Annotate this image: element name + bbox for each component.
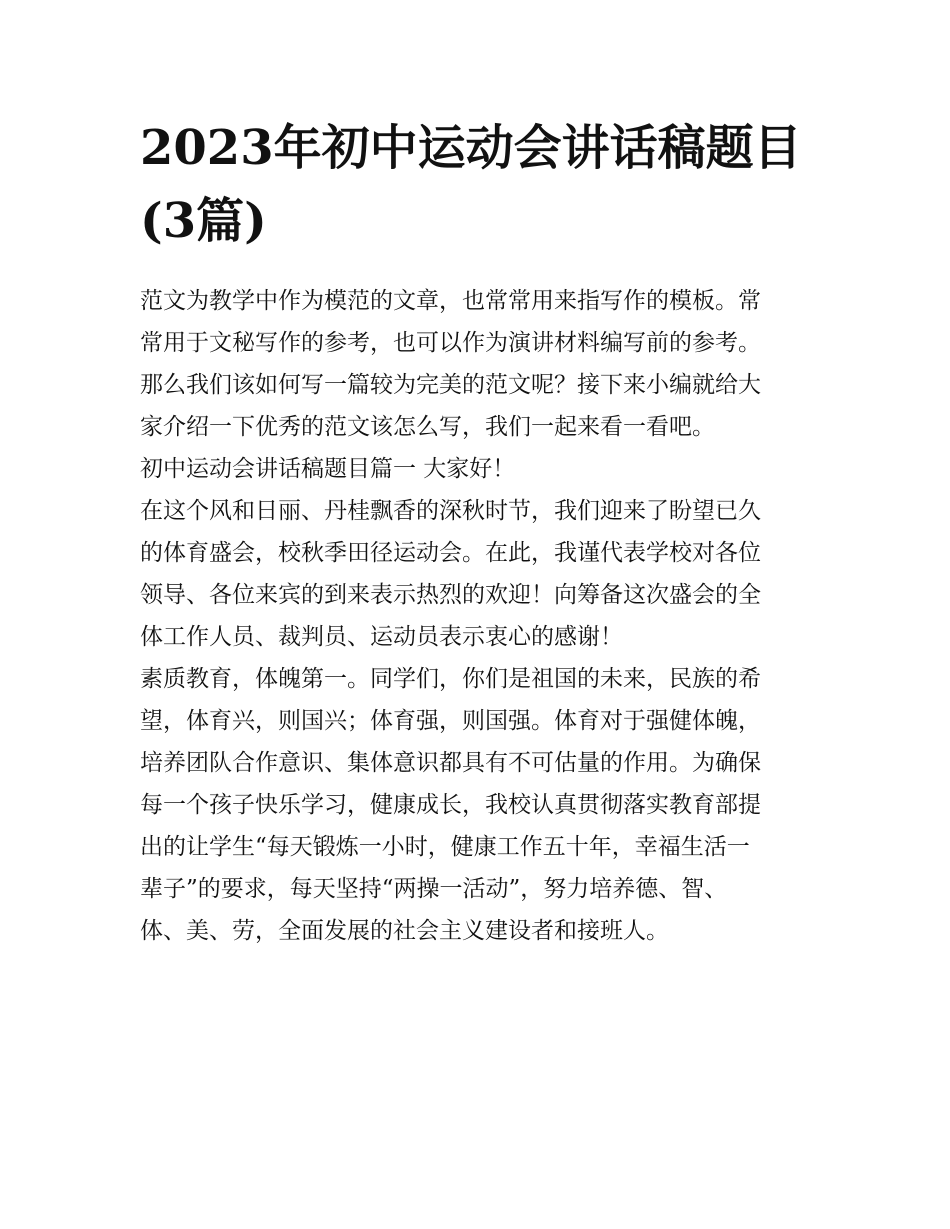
title-line-2: (3篇)	[140, 193, 267, 249]
body-line-14: 出的让学生“每天锻炼一小时，健康工作五十年，幸福生活一	[140, 834, 750, 860]
body-line-15: 辈子”的要求，每天坚持“两操一活动”，努力培养德、智、	[140, 876, 728, 902]
body-line-12: 培养团队合作意识、集体意识都具有不可估量的作用。为确保	[140, 750, 761, 776]
body-line-9: 体工作人员、裁判员、运动员表示衷心的感谢！	[140, 624, 623, 650]
body-line-3: 那么我们该如何写一篇较为完美的范文呢？接下来小编就给大	[140, 372, 761, 398]
body-line-8: 领导、各位来宾的到来表示热烈的欢迎！向筹备这次盛会的全	[140, 582, 761, 608]
document-title	[140, 112, 830, 258]
body-line-1: 范文为教学中作为模范的文章，也常常用来指写作的模板。常	[140, 288, 761, 314]
body-line-10: 素质教育，体魄第一。同学们，你们是祖国的未来，民族的希	[140, 666, 761, 692]
document-body	[140, 280, 820, 952]
body-line-2: 常用于文秘写作的参考，也可以作为演讲材料编写前的参考。	[140, 330, 761, 356]
body-line-11: 望，体育兴，则国兴；体育强，则国强。体育对于强健体魄，	[140, 708, 761, 734]
body-line-4: 家介绍一下优秀的范文该怎么写，我们一起来看一看吧。	[140, 414, 715, 440]
body-line-7: 的体育盛会，校秋季田径运动会。在此，我谨代表学校对各位	[140, 540, 761, 566]
section-heading-line: 初中运动会讲话稿题目篇一 大家好！	[140, 456, 516, 482]
title-line-1: 2023年初中运动会讲话稿题目	[140, 120, 802, 176]
body-line-6: 在这个风和日丽、丹桂飘香的深秋时节，我们迎来了盼望已久	[140, 498, 761, 524]
body-line-16: 体、美、劳，全面发展的社会主义建设者和接班人。	[140, 918, 669, 944]
body-line-13: 每一个孩子快乐学习，健康成长，我校认真贯彻落实教育部提	[140, 792, 761, 818]
